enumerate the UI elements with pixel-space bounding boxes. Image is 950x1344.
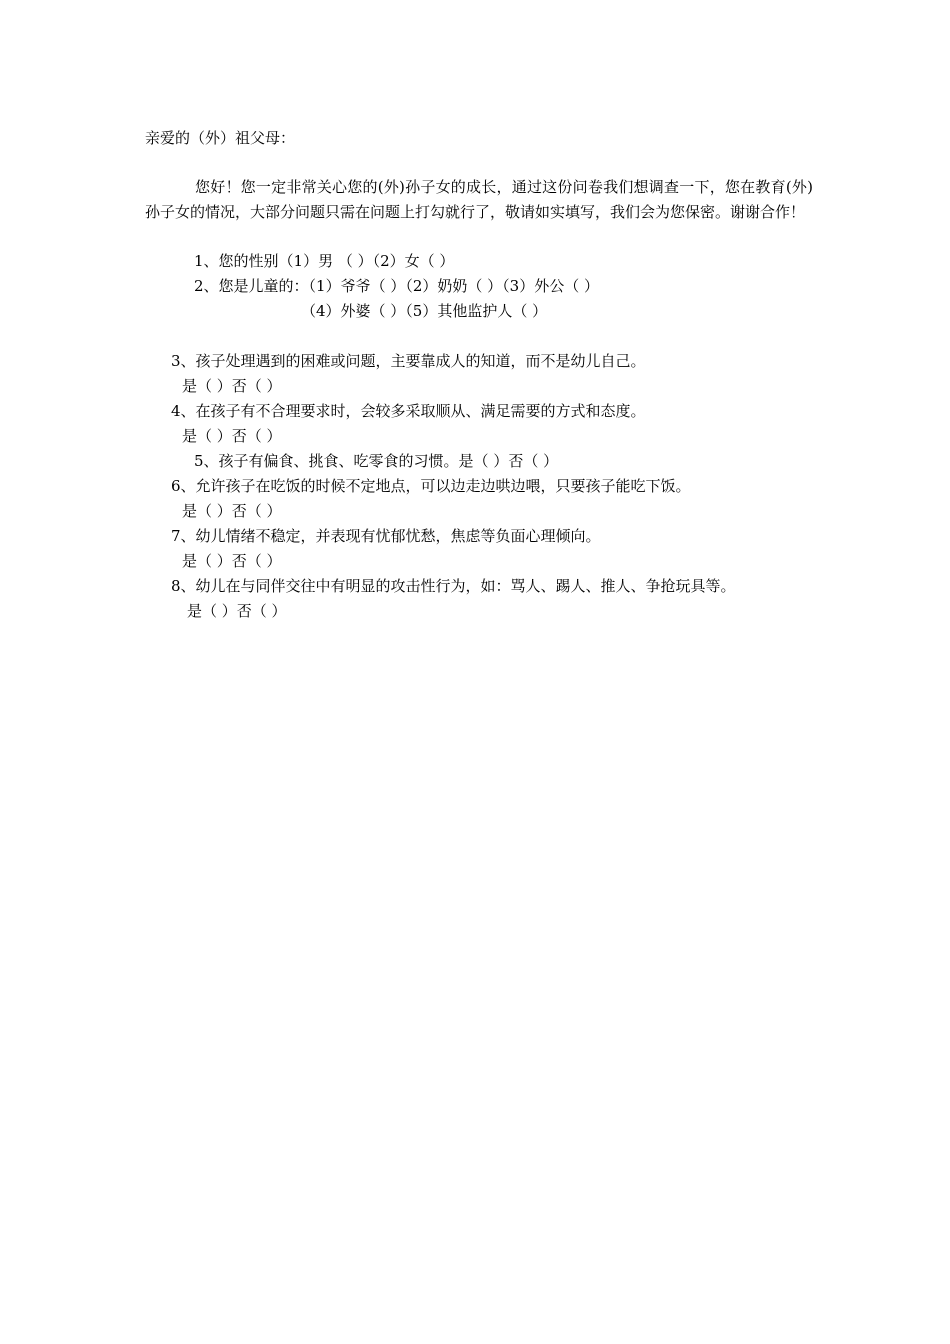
question-8-answer: 是（ ）否（ ） (187, 602, 287, 620)
question-1: 1、您的性别（1）男 （ ）（2）女（ ） (194, 252, 455, 270)
question-6: 6、允许孩子在吃饭的时候不定地点，可以边走边哄边喂，只要孩子能吃下饭。 (171, 477, 691, 495)
question-6-answer: 是（ ）否（ ） (182, 502, 282, 520)
question-7-answer: 是（ ）否（ ） (182, 552, 282, 570)
question-8: 8、幼儿在与同伴交往中有明显的攻击性行为，如：骂人、踢人、推人、争抢玩具等。 (171, 577, 736, 595)
question-2-continued: （4）外婆（ ）（5）其他监护人（ ） (301, 302, 548, 320)
question-7: 7、幼儿情绪不稳定，并表现有忧郁忧愁，焦虑等负面心理倾向。 (171, 527, 601, 545)
question-4-answer: 是（ ）否（ ） (182, 427, 282, 445)
question-3: 3、孩子处理遇到的困难或问题，主要靠成人的知道，而不是幼儿自己。 (171, 352, 646, 370)
question-5: 5、孩子有偏食、挑食、吃零食的习惯。是（ ）否（ ） (194, 452, 559, 470)
question-4: 4、在孩子有不合理要求时，会较多采取顺从、满足需要的方式和态度。 (171, 402, 646, 420)
question-2: 2、您是儿童的：（1）爷爷（ ）（2）奶奶（ ）（3）外公（ ） (194, 277, 599, 295)
question-3-answer: 是（ ）否（ ） (182, 377, 282, 395)
greeting: 亲爱的（外）祖父母： (145, 129, 296, 147)
intro-paragraph: 您好！您一定非常关心您的(外)孙子女的成长，通过这份问卷我们想调查一下，您在教育(外)孙子女的情况，大部分问题只需在问题上打勾就行了，敬请如实填写，我们会为您保密。谢谢合作！ (145, 178, 813, 221)
